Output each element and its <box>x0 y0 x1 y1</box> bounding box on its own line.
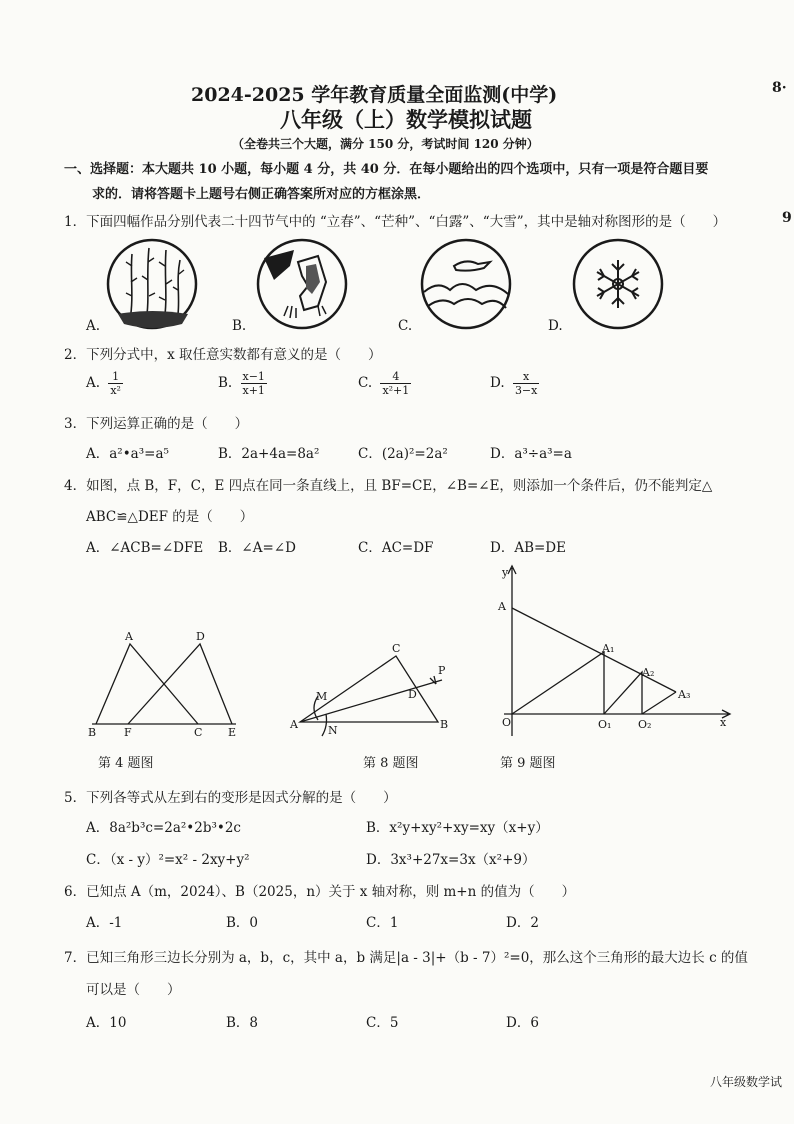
q1-stem: 1．下面四幅作品分别代表二十四节气中的 “立春”、“芒种”、“白露”、“大雪”，其中是轴对称图形的是（ ） <box>64 214 727 230</box>
q3-option-b: B．2a+4a=8a² <box>218 446 320 462</box>
q2-option-c-label: C. <box>358 375 373 391</box>
q2-d-numerator: x <box>513 370 539 384</box>
fig4-label-d: D <box>196 630 205 643</box>
q6-option-a: A．-1 <box>86 915 123 931</box>
q5-option-c: C．（x - y）²=x² - 2xy+y² <box>86 852 250 868</box>
figure-4-caption: 第 4 题图 <box>98 756 154 771</box>
q1-option-d: D. <box>548 318 563 334</box>
q2-option-b <box>218 370 267 397</box>
q2-a-numerator: 1 <box>108 370 123 384</box>
q2-b-numerator: x−1 <box>242 370 265 383</box>
q2-b-denominator: x+1 <box>242 384 265 397</box>
q7-stem-line2: 可以是（ ） <box>86 982 181 998</box>
q7-option-c: C．5 <box>366 1015 399 1031</box>
q5-stem: 5．下列各等式从左到右的变形是因式分解的是（ ） <box>64 790 397 806</box>
fig8-label-a: A <box>290 718 298 731</box>
q4-option-b: B．∠A=∠D <box>218 540 296 556</box>
figure-9-caption: 第 9 题图 <box>500 756 556 771</box>
title-line1: 2024-2025 学年教育质量全面监测(中学) <box>191 84 558 106</box>
q4-stem-line2: ABC≌△DEF 的是（ ） <box>86 509 254 525</box>
fig8-label-m: M <box>316 690 328 703</box>
fig8-label-p: P <box>438 664 446 677</box>
q1-option-a: A. <box>86 318 101 334</box>
q2-d-denominator: 3−x <box>514 384 538 397</box>
fig4-label-f: F <box>124 726 132 739</box>
q6-option-d: D．2 <box>506 915 539 931</box>
fig4-label-a: A <box>125 630 133 643</box>
fig9-label-o2: O₂ <box>638 718 652 731</box>
q4-option-c: C．AC=DF <box>358 540 434 556</box>
q1-figure-c <box>418 236 514 332</box>
q1-figure-d <box>570 236 666 332</box>
fig9-label-a3: A₃ <box>678 688 691 701</box>
fig9-label-o: O <box>502 716 512 729</box>
subtitle: （全卷共三个大题，满分 150 分，考试时间 120 分钟） <box>232 137 539 151</box>
corner-mark: 8· <box>772 80 787 96</box>
q2-option-d <box>490 370 539 397</box>
q2-stem: 2．下列分式中，x 取任意实数都有意义的是（ ） <box>64 347 382 363</box>
q6-stem: 6．已知点 A（m，2024）、B（2025，n）关于 x 轴对称，则 m+n 的值为（ ） <box>64 884 576 900</box>
fig9-label-x: x <box>720 716 727 729</box>
footer-text: 八年级数学试 <box>710 1075 783 1089</box>
q6-option-b: B．0 <box>226 915 259 931</box>
q4-option-d: D．AB=DE <box>490 540 566 556</box>
q2-option-a <box>86 370 123 397</box>
q5-option-a: A．8a²b³c=2a²•2b³•2c <box>86 820 241 836</box>
q5-option-b: B．x²y+xy²+xy=xy（x+y） <box>366 820 549 836</box>
q6-option-c: C．1 <box>366 915 399 931</box>
fig9-label-y: y <box>502 566 509 579</box>
q2-c-denominator: x²+1 <box>382 384 410 397</box>
q5-option-d: D．3x³+27x=3x（x²+9） <box>366 852 536 868</box>
q3-option-a: A．a²•a³=a⁵ <box>86 446 169 462</box>
figure-4-diagram <box>84 628 244 740</box>
fig8-label-b: B <box>440 718 449 731</box>
q2-option-b-label: B. <box>218 375 233 391</box>
fig4-label-b: B <box>88 726 97 739</box>
figure-9-diagram <box>494 560 740 742</box>
q7-option-a: A．10 <box>86 1015 127 1031</box>
section1-line2: 求的．请将答题卡上题号右侧正确答案所对应的方框涂黑． <box>92 187 431 202</box>
q3-stem: 3．下列运算正确的是（ ） <box>64 416 249 432</box>
fig8-label-c: C <box>392 642 401 655</box>
q1-figure-a <box>104 236 200 332</box>
q3-option-c: C．(2a)²=2a² <box>358 446 448 462</box>
fig4-label-e: E <box>228 726 237 739</box>
q1-figure-b <box>254 236 350 332</box>
fig9-label-a: A <box>498 600 506 613</box>
title-line2: 八年级（上）数学模拟试题 <box>280 107 532 132</box>
q7-stem-line1: 7．已知三角形三边长分别为 a，b，c，其中 a，b 满足|a - 3|+（b - 7）²=0，那么这个三角形的最大边长 c 的值 <box>64 950 748 966</box>
section1-line1: 一、选择题：本大题共 10 小题，每小题 4 分，共 40 分．在每小题给出的四个选项中，只有一项是符合题目要 <box>64 162 709 177</box>
q2-option-d-label: D. <box>490 375 505 391</box>
q1-option-c: C. <box>398 318 413 334</box>
fig8-label-d: D <box>408 688 417 701</box>
fig9-label-a1: A₁ <box>602 642 615 655</box>
q1-option-b: B. <box>232 318 247 334</box>
q7-option-b: B．8 <box>226 1015 259 1031</box>
q2-a-denominator: x² <box>110 384 121 397</box>
fig9-label-a2: A₂ <box>642 666 655 679</box>
fig9-label-o1: O₁ <box>598 718 612 731</box>
fig4-label-c: C <box>194 726 203 739</box>
fig8-label-n: N <box>328 724 338 737</box>
q2-option-c <box>358 370 411 397</box>
q2-c-numerator: 4 <box>380 370 411 384</box>
q4-option-a: A．∠ACB=∠DFE <box>86 540 204 556</box>
q2-option-a-label: A. <box>86 375 101 391</box>
q4-stem-line1: 4．如图，点 B，F，C，E 四点在同一条直线上，且 BF=CE，∠B=∠E，则添加一个条件后，仍不能判定△ <box>64 478 713 494</box>
q3-option-d: D．a³÷a³=a <box>490 446 572 462</box>
q7-option-d: D．6 <box>506 1015 539 1031</box>
figure-8-diagram <box>288 638 458 738</box>
side-mark-9: 9 <box>782 210 792 226</box>
figure-8-caption: 第 8 题图 <box>363 756 419 771</box>
